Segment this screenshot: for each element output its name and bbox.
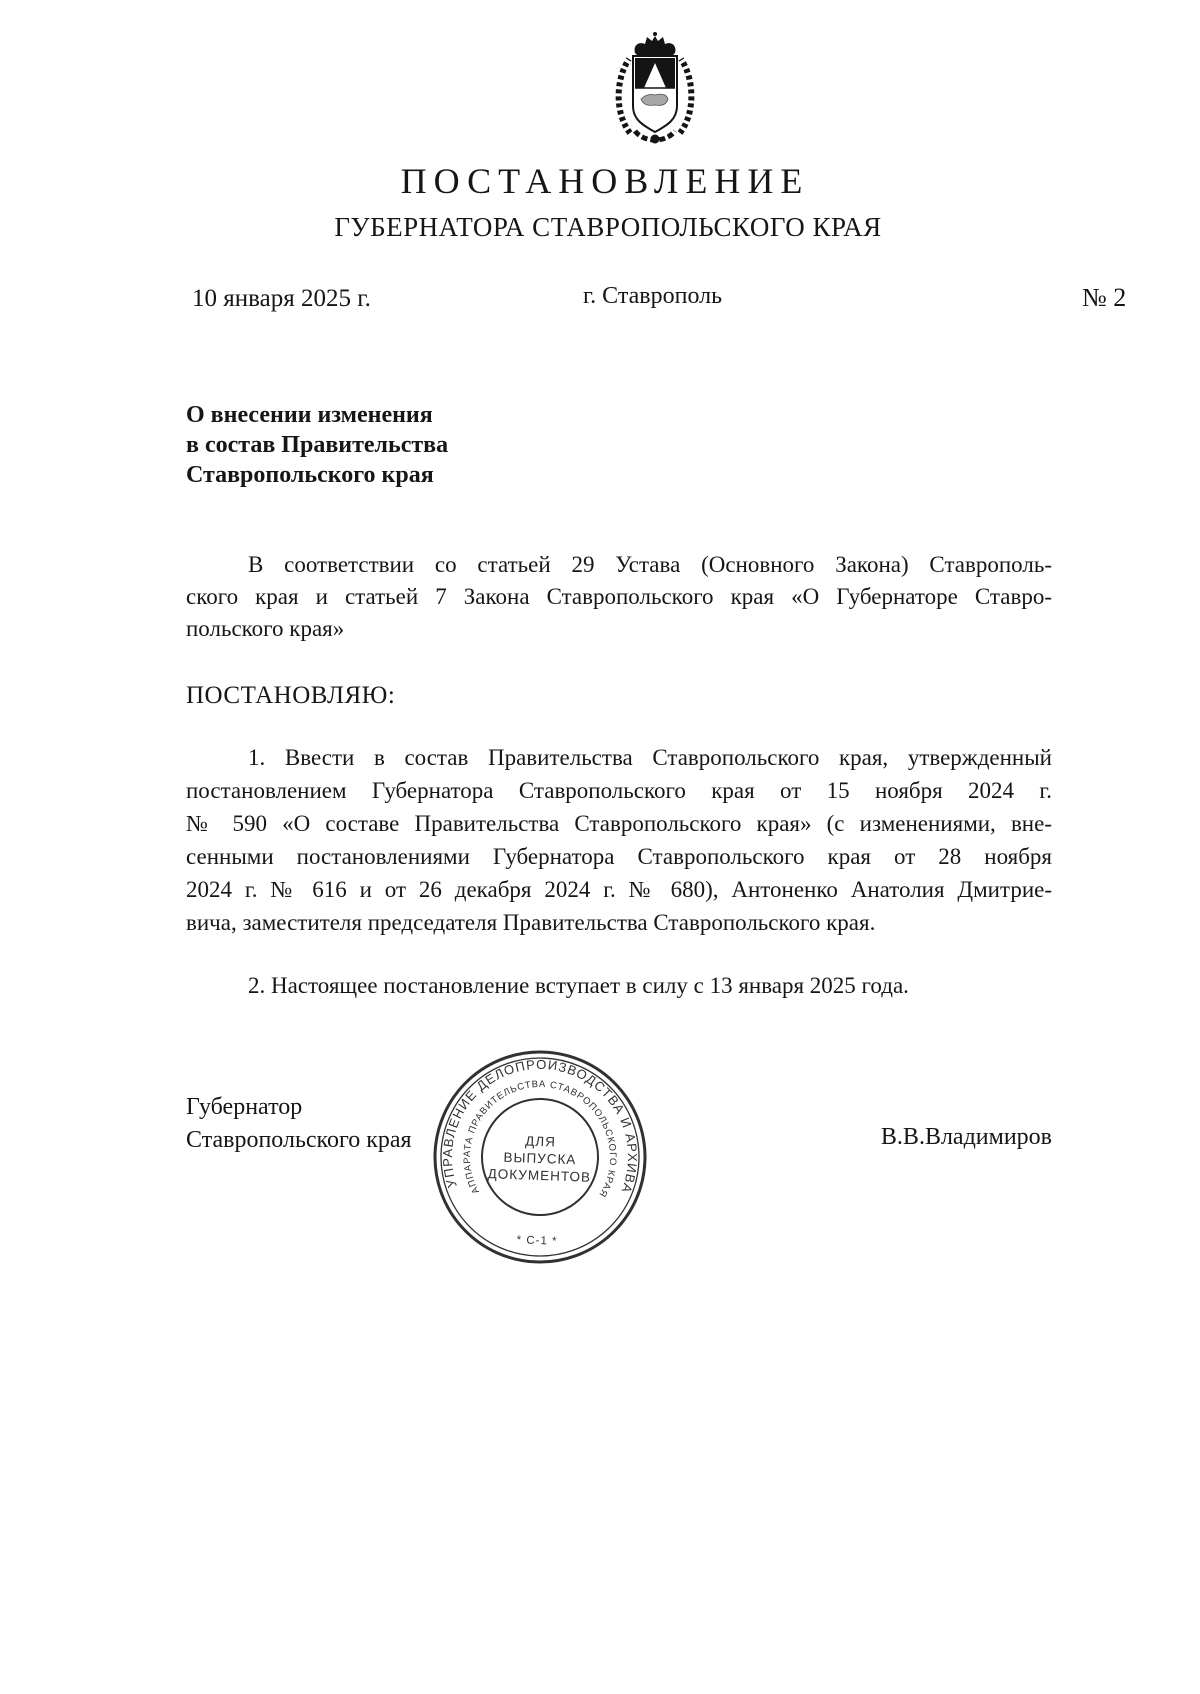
- resolution-word: ПОСТАНОВЛЯЮ:: [186, 682, 396, 709]
- stamp-outer-ring-text: УПРАВЛЕНИЕ ДЕЛОПРОИЗВОДСТВА И АРХИВА: [439, 1056, 641, 1195]
- issuing-authority: ГУБЕРНАТОРА СТАВРОПОЛЬСКОГО КРАЯ: [334, 212, 882, 242]
- stamp-bottom-code: * С-1 *: [516, 1234, 558, 1248]
- preamble-paragraph: В соответствии со статьей 29 Устава (Основного Закона) Ставрополь- ского края и статьей 7 Закона Ставропольского края «О Губернаторе Ставро- польского края»: [186, 552, 1052, 641]
- stamp-center-line-3: ДОКУМЕНТОВ: [487, 1166, 592, 1185]
- signature-position: Губернатор Ставропольского края: [186, 1094, 412, 1153]
- document-number: № 2: [1082, 283, 1127, 312]
- stamp-inner-ring-text: АППАРАТА ПРАВИТЕЛЬСТВА СТАВРОПОЛЬСКОГО КРАЯ: [461, 1078, 619, 1200]
- clause-2-paragraph: 2. Настоящее постановление вступает в силу с 13 января 2025 года.: [248, 973, 909, 998]
- document-subject: О внесении изменения в состав Правительства Ставропольского края: [186, 402, 449, 488]
- stamp-center-line-2: ВЫПУСКА: [503, 1149, 577, 1168]
- clause-1-paragraph: 1. Ввести в состав Правительства Ставропольского края, утвержденный постановлением Губернатора Ставропольского края от 15 ноября 2024 г. № 590 «О составе Правительства Ставропольского края» (с изменениями, вне- сенными постановлениями Губернатора Ставропольского края от 28 ноября 2024 г. № 616 и от 26 декабря 2024 г. № 680), Антоненко Анатолия Дмитрие- вича, заместителя председателя Правительства Ставропольского края.: [186, 745, 1052, 935]
- stavropol-coat-of-arms-icon: [612, 30, 698, 150]
- document-type-title: ПОСТАНОВЛЕНИЕ: [400, 161, 810, 201]
- stamp-center-line-1: ДЛЯ: [524, 1133, 557, 1150]
- document-place: г. Ставрополь: [583, 283, 723, 309]
- official-round-stamp: [429, 1046, 650, 1267]
- document-date: 10 января 2025 г.: [192, 285, 371, 312]
- signatory-name: В.В.Владимиров: [880, 1124, 1052, 1150]
